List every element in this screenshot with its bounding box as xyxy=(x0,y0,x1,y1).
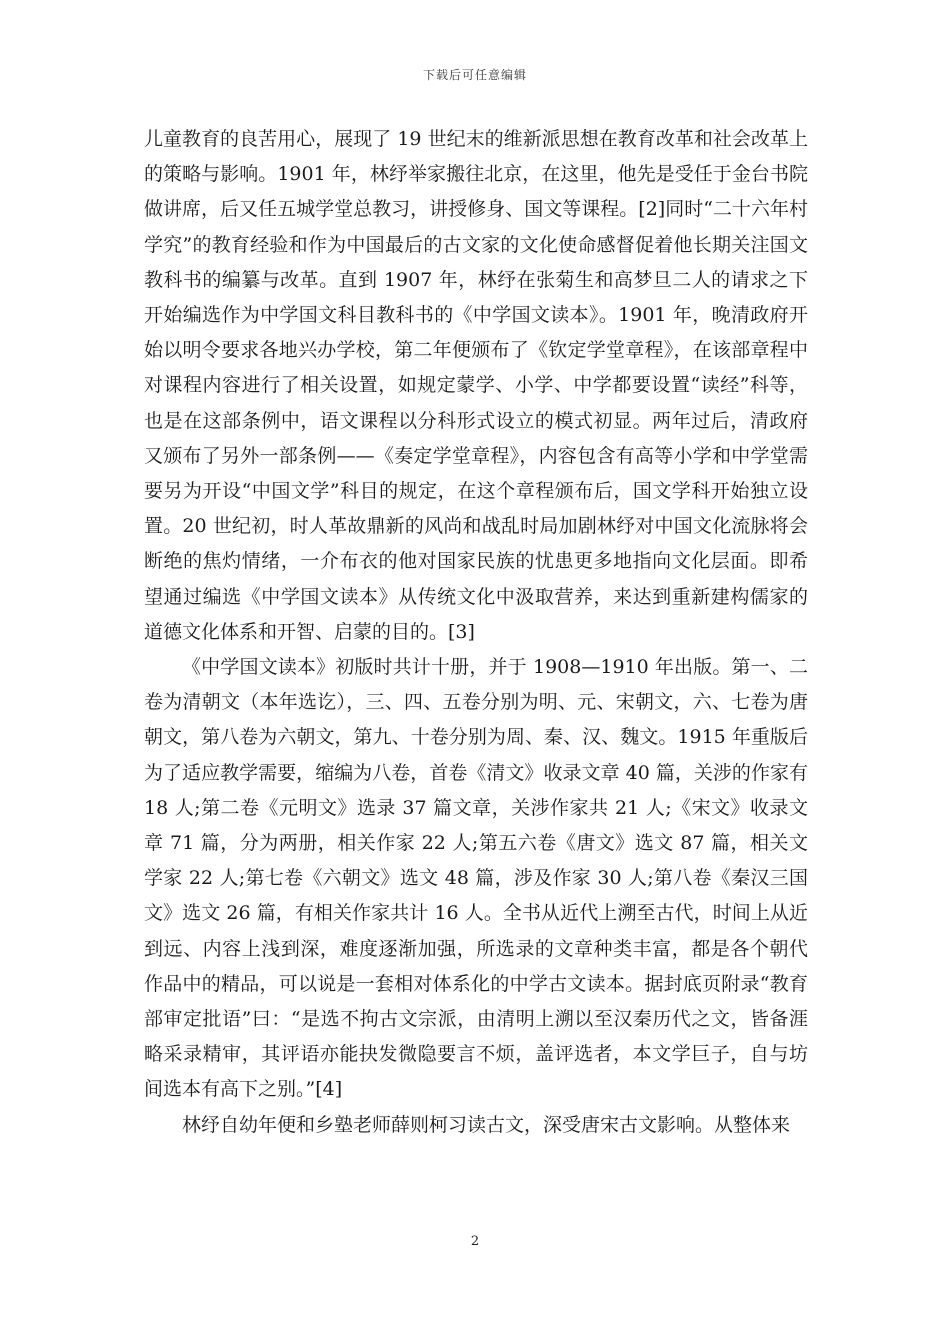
paragraph-textbook-overview: 《中学国文读本》初版时共计十册，并于 1908—1910 年出版。第一、二卷为清朝文（本年选讫），三、四、五卷分别为明、元、宋朝文，六、七卷为唐朝文，第八卷为六朝文，第九、十卷分别为周、秦、汉、魏文。1915 年重版后为了适应教学需要，缩编为八卷，首卷《清文》收录文章 40 篇，关涉的作家有 18 人;第二卷《元明文》选录 37 篇文章，关涉作家共 21 人;《宋文》收录文章 71 篇，分为两册，相关作家 22 人;第五六卷《唐文》选文 87 篇，相关文学家 22 人;第七卷《六朝文》选文 48 篇，涉及作家 30 人;第八卷《秦汉三国文》选文 26 篇，有相关作家共计 16 人。全书从近代上溯至古代，时间上从近到远、内容上浅到深，难度逐渐加强，所选录的文章种类丰富，都是各个朝代作品中的精品，可以说是一套相对体系化的中学古文读本。据封底页附录“教育部审定批语”曰：“是选不拘古文宗派，由清明上溯以至汉秦历代之文，皆备涯略采录精审，其评语亦能抉发微隐要言不烦，盖评选者，本文学巨子，自与坊间选本有高下之别。”[4] xyxy=(144,656,808,1101)
paragraph-continuation: 儿童教育的良苦用心，展现了 19 世纪末的维新派思想在教育改革和社会改革上的策略与影响。1901 年，林纾举家搬往北京，在这里，他先是受任于金台书院做讲席，后又任五城学堂总教习，讲授修身、国文等课程。[2]同时“二十六年村学究”的教育经验和作为中国最后的古文家的文化使命感督促着他长期关注国文教科书的编纂与改革。直到 1907 年，林纾在张菊生和高梦旦二人的请求之下开始编选作为中学国文科目教科书的《中学国文读本》。1901 年，晚清政府开始以明令要求各地兴办学校，第二年便颁布了《钦定学堂章程》，在该部章程中对课程内容进行了相关设置，如规定蒙学、小学、中学都要设置“读经”科等，也是在这部条例中，语文课程以分科形式设立的模式初显。两年过后，清政府又颁布了另外一部条例——《奏定学堂章程》，内容包含有高等小学和中学堂需要另为开设“中国文学”科目的规定，在这个章程颁布后，国文学科开始独立设置。20 世纪初，时人革故鼎新的风尚和战乱时局加剧林纾对中国文化流脉将会断绝的焦灼情绪，一介布衣的他对国家民族的忧患更多地指向文化层面。即希望通过编选《中学国文读本》从传统文化中汲取营养，来达到重新建构儒家的道德文化体系和开智、启蒙的目的。[3] xyxy=(144,128,808,643)
paragraph-lin-shu-background: 林纾自幼年便和乡塾老师薛则柯习读古文，深受唐宋古文影响。从整体来 xyxy=(182,1113,791,1136)
page-number: 2 xyxy=(470,1234,480,1249)
page-header: 下载后可任意编辑 xyxy=(422,68,527,82)
document-body xyxy=(144,122,808,1143)
